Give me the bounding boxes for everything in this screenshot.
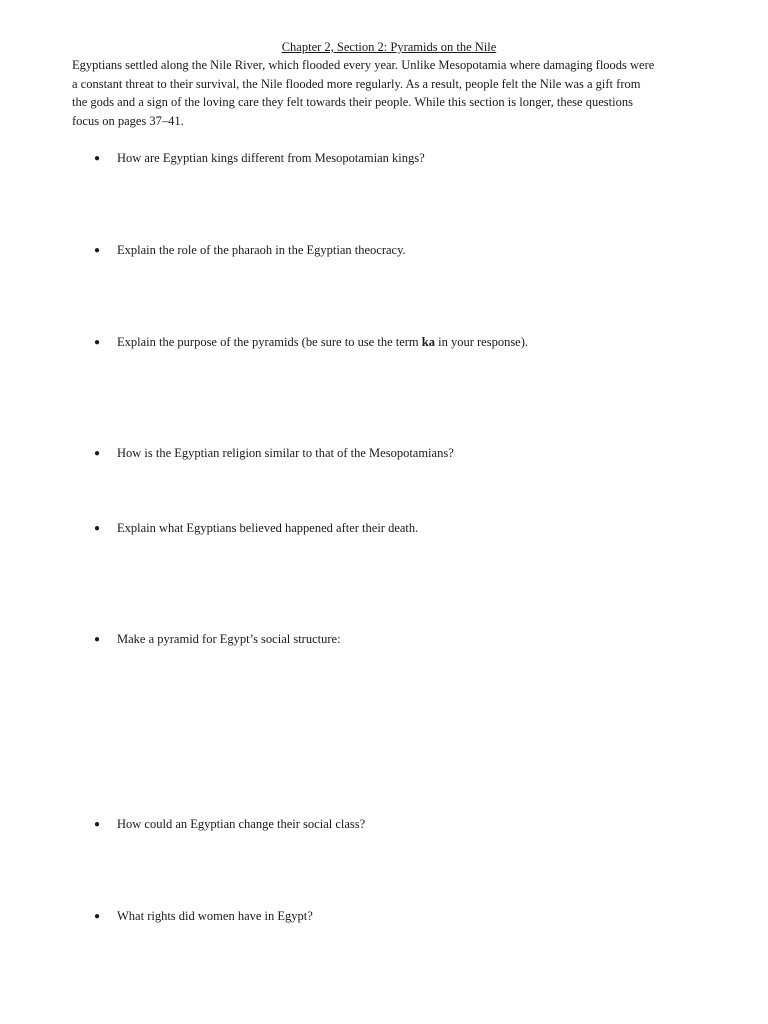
question-text: Make a pyramid for Egypt’s social structure:: [117, 632, 341, 646]
intro-line: the gods and a sign of the loving care they felt towards their people. While this section is longer, these questions: [72, 95, 633, 109]
question-social-class-change: [94, 815, 694, 835]
question-text: What rights did women have in Egypt?: [117, 909, 313, 923]
question-text: How are Egyptian kings different from Mesopotamian kings?: [117, 151, 425, 165]
question-religion-similarity: [94, 444, 694, 464]
question-women-rights: [94, 907, 694, 927]
question-afterlife: [94, 519, 694, 539]
bullet-icon: ●: [94, 448, 101, 459]
question-text: How is the Egyptian religion similar to that of the Mesopotamians?: [117, 446, 454, 460]
bullet-icon: ●: [94, 523, 101, 534]
intro-line: a constant threat to their survival, the Nile flooded more regularly. As a result, people felt the Nile was a gift from: [72, 76, 641, 91]
bullet-icon: ●: [94, 153, 101, 164]
bullet-icon: ●: [94, 819, 101, 830]
question-text: in your response).: [434, 335, 529, 349]
question-text: Explain the purpose of the pyramids (be sure to use the term: [117, 335, 422, 349]
intro-paragraph: [72, 56, 712, 130]
question-social-pyramid: [94, 630, 694, 650]
page-title: Chapter 2, Section 2: Pyramids on the Nile: [281, 40, 497, 54]
question-kings: [94, 149, 694, 169]
question-text: Explain the role of the pharaoh in the Egyptian theocracy.: [117, 243, 406, 257]
intro-line: focus on pages 37–41.: [72, 113, 184, 128]
question-pharaoh-role: [94, 241, 694, 261]
question-text: Explain what Egyptians believed happened after their death.: [117, 521, 419, 535]
question-pyramids-purpose: [94, 333, 694, 353]
bullet-icon: ●: [94, 634, 101, 645]
bullet-icon: ●: [94, 245, 101, 256]
bullet-icon: ●: [94, 337, 101, 348]
bullet-icon: ●: [94, 911, 101, 922]
intro-line: Egyptians settled along the Nile River, which flooded every year. Unlike Mesopotamia where damaging floods were: [72, 58, 655, 72]
question-term: ka: [421, 335, 435, 349]
question-text: How could an Egyptian change their social class?: [117, 817, 366, 831]
